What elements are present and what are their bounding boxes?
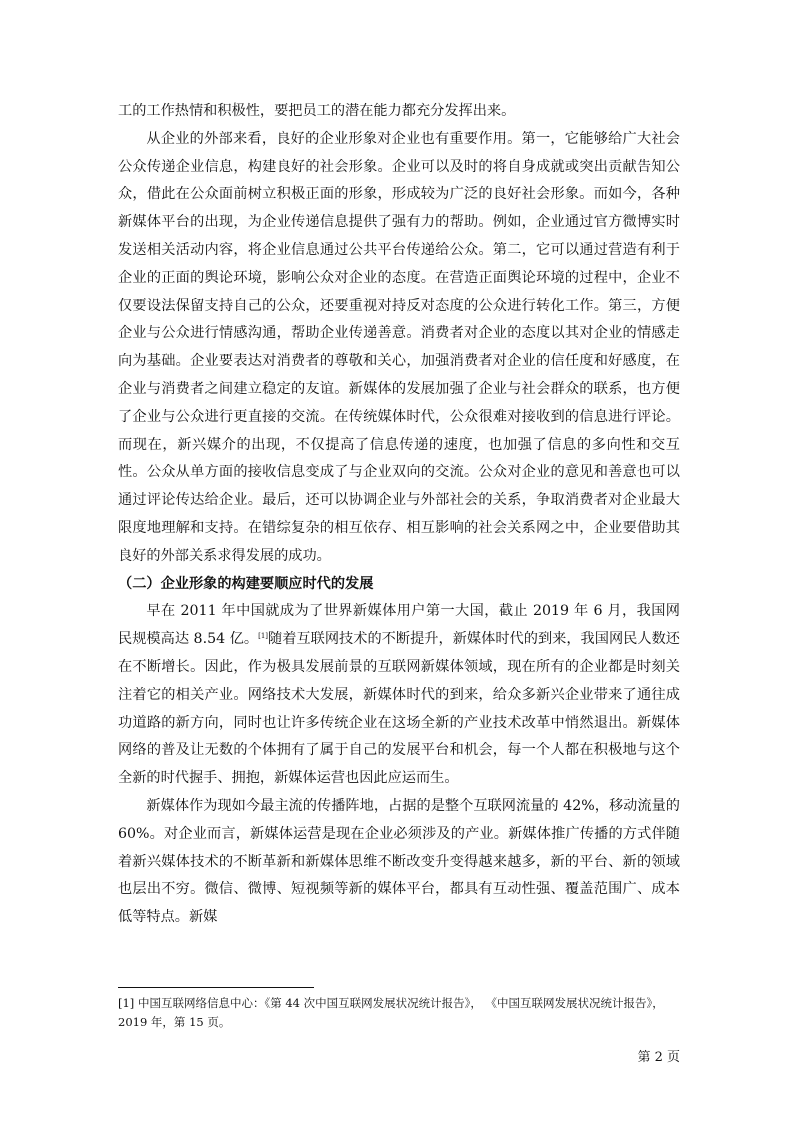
paragraph-new-media-users bbox=[118, 598, 680, 793]
footnote-reference[interactable]: [1] bbox=[258, 632, 269, 641]
footnote: [1] 中国互联网络信息中心：《第 44 次中国互联网发展状况统计报告》， 《中国互联网发展状况统计报告》，2019 年，第 15 页。 bbox=[118, 996, 664, 1029]
section-heading: （二）企业形象的构建要顺应时代的发展 bbox=[118, 575, 374, 592]
paragraph-continued: 工的工作热情和积极性，要把员工的潜在能力都充分发挥出来。 bbox=[118, 103, 516, 119]
paragraph-text-after-ref: 随着互联网技术的不断提升，新媒体时代的到来，我国网民人数还在不断增长。因此，作为极具发展前景的互联网新媒体领域，现在所有的企业都是时刻关注着它的相关产业。网络技术大发展，新媒体时代的到来，给众多新兴企业带来了通往成功道路的新方向，同时也让许多传统企业在这场全新的产业技术改革中悄然退出。新媒体网络的普及让无数的个体拥有了属于自己的发展平台和机会，每一个人都在积极地与这个全新的时代握手、拥抱，新媒体运营也因此应运而生。 bbox=[118, 631, 680, 787]
footnote-divider bbox=[118, 987, 314, 988]
body-text bbox=[118, 98, 680, 932]
page-number: 第 2 页 bbox=[637, 1050, 680, 1065]
paragraph-external-image: 从企业的外部来看，良好的企业形象对企业也有重要作用。第一，它能够给广大社会公众传递企业信息，构建良好的社会形象。企业可以及时的将自身成就或突出贡献告知公众，借此在公众面前树立积极正面的形象，形成较为广泛的良好社会形象。而如今，各种新媒体平台的出现，为企业传递信息提供了强有力的帮助。例如，企业通过官方微博实时发送相关活动内容，将企业信息通过公共平台传递给公众。第二，它可以通过营造有利于企业的正面的舆论环境，影响公众对企业的态度。在营造正面舆论环境的过程中，企业不仅要设法保留支持自己的公众，还要重视对持反对态度的公众进行转化工作。第三，方便企业与公众进行情感沟通，帮助企业传递善意。消费者对企业的态度以其对企业的情感走向为基础。企业要表达对消费者的尊敬和关心，加强消费者对企业的信任度和好感度，在企业与消费者之间建立稳定的友谊。新媒体的发展加强了企业与社会群众的联系，也方便了企业与公众进行更直接的交流。在传统媒体时代，公众很难对接收到的信息进行评论。而现在，新兴媒介的出现，不仅提高了信息传递的速度，也加强了信息的多向性和交互性。公众从单方面的接收信息变成了与企业双向的交流。公众对企业的意见和善意也可以通过评论传达给企业。最后，还可以协调企业与外部社会的关系，争取消费者对企业最大限度地理解和支持。在错综复杂的相互依存、相互影响的社会关系网之中，企业要借助其良好的外部关系求得发展的成功。 bbox=[118, 130, 680, 564]
paragraph-new-media-traffic: 新媒体作为现如今最主流的传播阵地，占据的是整个互联网流量的 42%，移动流量的 60%。对企业而言，新媒体运营是现在企业必须涉及的产业。新媒体推广传播的方式伴随着新兴媒体技术的不断革新和新媒体思维不断改变升变得越来越多，新的平台、新的领域也层出不穷。微信、微博、短视频等新的媒体平台，都具有互动性强、覆盖范围广、成本低等特点。新媒 bbox=[118, 797, 680, 926]
paragraph-text-before-ref: 早在 2011 年中国就成为了世界新媒体用户第一大国，截止 2019 年 6 月，我国网民规模高达 8.54 亿。 bbox=[118, 603, 680, 648]
